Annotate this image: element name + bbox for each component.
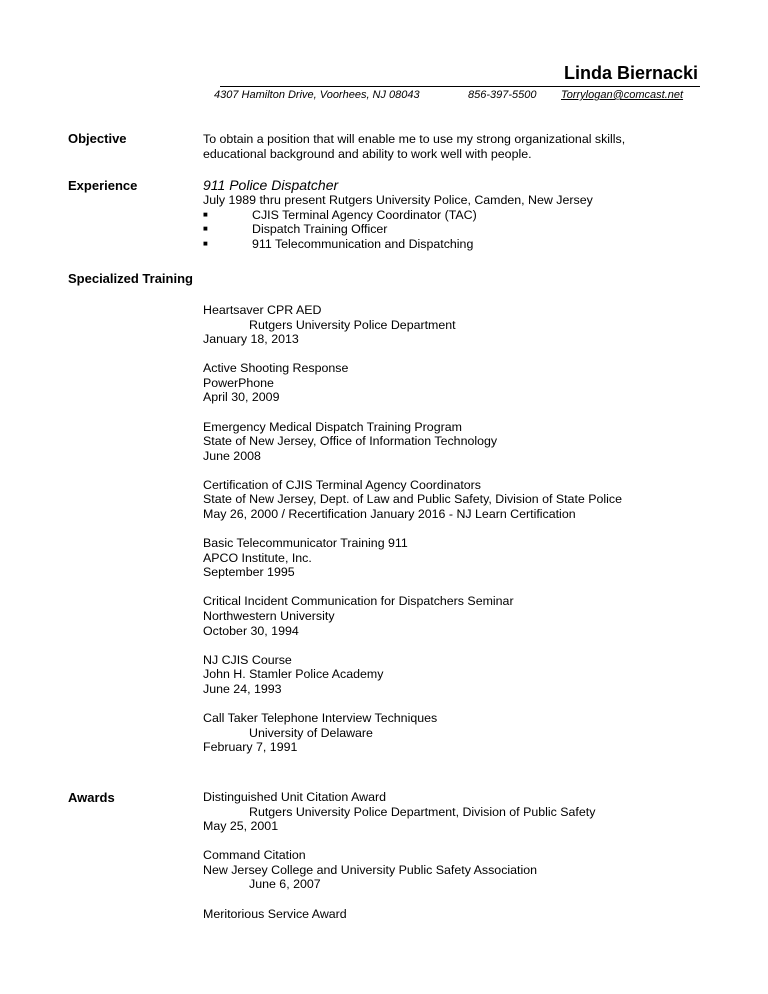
course-name: Certification of CJIS Terminal Agency Coordinators [203,477,481,492]
course-date: September 1995 [203,565,295,580]
award-entry [203,907,673,922]
applicant-name: Linda Biernacki [563,63,698,83]
award-name: Distinguished Unit Citation Award [203,790,386,804]
contact-line [210,89,700,103]
course-name: Basic Telecommunicator Training 911 [203,536,408,551]
training-list [203,303,673,755]
training-entry [203,303,673,347]
course-provider: State of New Jersey, Dept. of Law and Public Safety, Division of State Police [203,492,622,507]
course-name: Emergency Medical Dispatch Training Program [203,419,462,434]
resume-header [210,62,700,103]
course-provider: Rutgers University Police Department [249,317,456,332]
award-entry [203,790,673,834]
course-name: Heartsaver CPR AED [203,303,322,317]
job-title: 911 Police Dispatcher [203,177,339,193]
awards-list [203,790,673,921]
course-date: June 2008 [203,448,261,463]
course-name: NJ CJIS Course [203,652,292,667]
address: 4307 Hamilton Drive, Voorhees, NJ 08043 [214,89,420,101]
training-entry [203,653,673,697]
course-name: Call Taker Telephone Interview Techniques [203,710,438,725]
bullet-icon: ■ [203,224,208,234]
header-divider [220,86,700,87]
course-date: February 7, 1991 [203,740,298,755]
course-date: June 24, 1993 [203,681,282,696]
course-name: Active Shooting Response [203,361,349,376]
course-name: Critical Incident Communication for Dispatchers Seminar [203,594,514,609]
award-date: June 6, 2007 [249,877,321,892]
course-provider: University of Delaware [249,725,373,740]
training-heading: Specialized Training [68,271,193,286]
phone: 856-397-5500 [468,89,537,101]
course-provider: State of New Jersey, Office of Information Technology [203,434,498,449]
experience-body [203,177,673,251]
award-entry [203,848,673,892]
course-provider: APCO Institute, Inc. [203,550,312,565]
award-issuer: Rutgers University Police Department, Division of Public Safety [249,804,596,819]
award-date: May 25, 2001 [203,819,279,834]
duty-item [203,208,673,223]
objective-line: To obtain a position that will enable me to use my strong organizational skills, [203,132,626,146]
job-dates-employer: July 1989 thru present Rutgers University Police, Camden, New Jersey [203,193,593,207]
bullet-icon: ■ [203,209,208,219]
course-date: April 30, 2009 [203,390,280,405]
award-name: Command Citation [203,848,306,863]
objective-heading: Objective [68,131,127,146]
email-link[interactable]: Torrylogan@comcast.net [561,89,684,101]
training-entry [203,478,673,522]
awards-heading: Awards [68,790,115,805]
duty-item [203,222,673,237]
duty-text: Dispatch Training Officer [252,222,388,237]
award-issuer: New Jersey College and University Public Safety Association [203,862,538,877]
course-provider: John H. Stamler Police Academy [203,667,384,682]
training-entry [203,711,673,755]
training-entry [203,536,673,580]
duty-text: CJIS Terminal Agency Coordinator (TAC) [252,207,477,222]
award-name: Meritorious Service Award [203,906,347,921]
bullet-icon: ■ [203,238,208,248]
training-entry [203,594,673,638]
course-date: October 30, 1994 [203,623,299,638]
course-date: January 18, 2013 [203,332,299,347]
objective-line: educational background and ability to work well with people. [203,146,532,161]
duty-item [203,237,673,252]
duty-text: 911 Telecommunication and Dispatching [252,236,474,251]
objective-body [203,132,673,161]
training-entry [203,420,673,464]
experience-heading: Experience [68,178,138,193]
course-provider: PowerPhone [203,375,274,390]
training-entry [203,361,673,405]
course-date: May 26, 2000 / Recertification January 2016 - NJ Learn Certification [203,507,576,522]
course-provider: Northwestern University [203,609,335,623]
